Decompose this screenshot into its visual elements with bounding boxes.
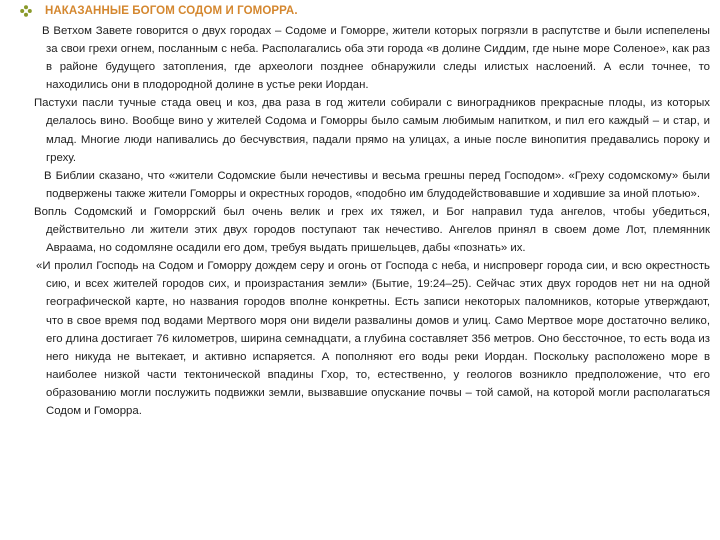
- paragraph-angels: Вопль Содомский и Гоморрский был очень велик и грех их тяжел, и Бог направил туда ангелов, чтобы убедиться, действительно ли жители этих двух городов поступают так нечестиво. Ангелов принял в своем доме Лот, племянник Авраама, но содомляне осадили его дом, требуя выдать пришельцев, дабы «познать» их.: [34, 205, 710, 255]
- diamond-bullet-icon: [20, 5, 32, 17]
- paragraph-bible: В Библии сказано, что «жители Содомские были нечестивы и весьма грешны перед Господом». «Греху содомскому» были подвержены также жители Гоморры и окрестных городов, «подобно им блудодействовавшие и ходившие за иной плотью».: [44, 169, 710, 200]
- paragraph-shepherds: Пастухи пасли тучные стада овец и коз, два раза в год жители собирали с виноградников прекрасные плоды, из которых делалось вино. Вообще вино у жителей Содома и Гоморры было самым любимым напитком, и пил его каждый – и стар, и млад. Многие люди напивались до бесчувствия, падали прямо на улицах, а иные после винопития предавались пороку и греху.: [34, 97, 710, 164]
- heading-row: [20, 3, 708, 19]
- paragraph-dead-sea: «И пролил Господь на Содом и Гоморру дождем серу и огонь от Господа с неба, и ниспроверг города сии, и всю окрестность сию, и всех жителей городов сих, и произрастания земли» (Бытие, 19:24–25). Сейчас этих двух городов нет ни на одной географической карте, но названия городов вполне конкретны. Есть записи некоторых паломников, которые утверждают, что в свое время под водами Мертвого моря они видели развалины домов и улиц. Само Мертвое море достаточно велико, его длина достигает 76 километров, ширина семнадцати, а глубина составляет 356 метров. Оно бессточное, то есть вода из него никуда не вытекает, и активно испаряется. А пополняют его воды реки Иордан. Поскольку расположено море в наиболее низкой части тектонической впадины Гхор, то, естественно, у геологов возникло предположение, что его образованию могли послужить подвижки земли, вызвавшие опускание почвы – той самой, на которой могли располагаться Содом и Гоморра.: [36, 260, 710, 417]
- paragraph-old-testament: В Ветхом Завете говорится о двух городах – Содоме и Гоморре, жители которых погрязли в распутстве и были испепелены за свои грехи огнем, посланным с неба. Располагались оба эти города «в долине Сиддим, где ныне море Соленое», как раз в районе будущего затопления, где археологи позднее обнаружили следы илистых наслоений. А если точнее, то находились они в плодородной долине в устье реки Иордан.: [42, 25, 710, 92]
- page-title: НАКАЗАННЫЕ БОГОМ СОДОМ И ГОМОРРА.: [45, 5, 298, 17]
- article-body: [34, 22, 710, 420]
